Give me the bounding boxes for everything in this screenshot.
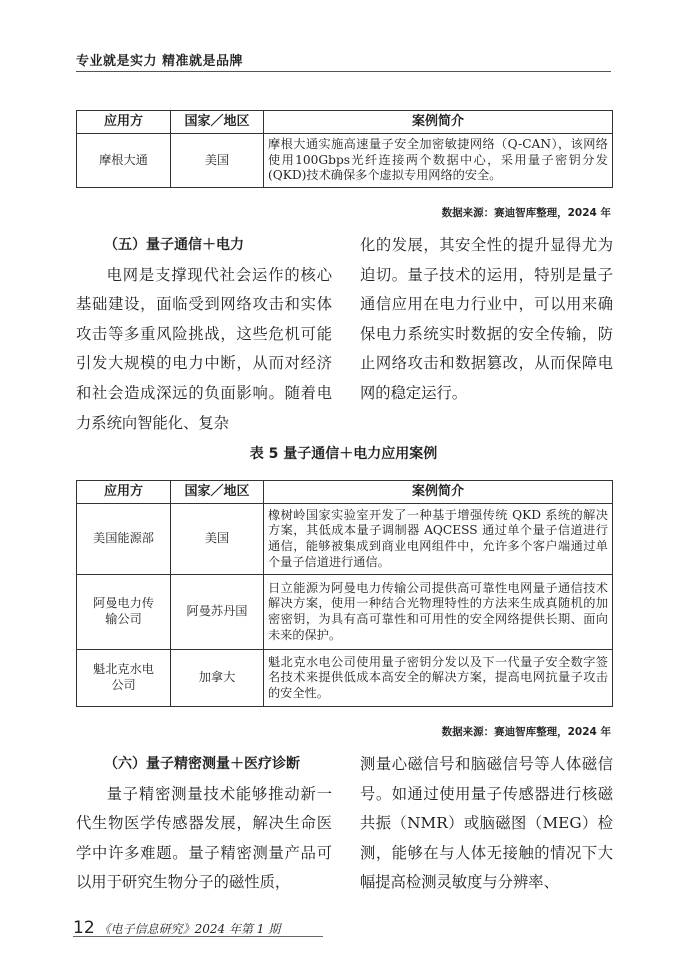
data-source-note: 数据来源：赛迪智库整理，2024 年 bbox=[441, 726, 611, 738]
cell-party: 魁北克水电公司 bbox=[77, 650, 171, 707]
cell-country: 美国 bbox=[171, 134, 264, 188]
journal-name: 《电子信息研究》2024 年第 1 期 bbox=[98, 922, 281, 936]
cell-desc: 橡树岭国家实验室开发了一种基于增强传统 QKD 系统的解决方案，其低成本量子调制器 AQCESS 通过单个量子信道进行通信，能够被集成到商业电网组件中，允许多个客户端通过单个量子信道进行通信。 bbox=[264, 504, 613, 575]
cell-party: 摩根大通 bbox=[77, 134, 171, 188]
header-slogan: 专业就是实力 精准就是品牌 bbox=[76, 54, 244, 69]
cell-country: 阿曼苏丹国 bbox=[171, 575, 264, 650]
header-desc: 案例简介 bbox=[264, 111, 613, 134]
section5-right-column bbox=[360, 231, 613, 409]
cell-desc: 魁北克水电公司使用量子密钥分发以及下一代量子安全数字签名技术来提供低成本高安全的解决方案，提高电网抗量子攻击的安全性。 bbox=[264, 650, 613, 707]
header-country: 国家／地区 bbox=[171, 111, 264, 134]
section6-para-right: 测量心磁信号和脑磁信号等人体磁信号。如通过使用量子传感器进行核磁共振（NMR）或脑磁图（MEG）检测，能够在与人体无接触的情况下大幅提高检测灵敏度与分辨率、 bbox=[360, 755, 613, 892]
header-divider bbox=[76, 71, 611, 72]
cell-party: 阿曼电力传输公司 bbox=[77, 575, 171, 650]
section5-para-right: 化的发展，其安全性的提升显得尤为迫切。量子技术的运用，特别是量子通信应用在电力行业中，可以用来确保电力系统实时数据的安全传输，防止网络攻击和数据篡改，从而保障电网的稳定运行。 bbox=[360, 236, 613, 402]
cell-country: 美国 bbox=[171, 504, 264, 575]
table5-caption: 表 5 量子通信＋电力应用案例 bbox=[249, 446, 438, 462]
table-row bbox=[77, 504, 613, 575]
table-row bbox=[77, 575, 613, 650]
section5-para-left: 电网是支撑现代社会运作的核心基础建设，面临受到网络攻击和实体攻击等多重风险挑战，这些危机可能引发大规模的电力中断，从而对经济和社会造成深远的负面影响。随着电力系统向智能化、复杂 bbox=[76, 265, 332, 432]
table-header-row bbox=[77, 481, 613, 504]
section5-title: （五）量子通信＋电力 bbox=[104, 237, 244, 253]
case-table-top bbox=[76, 110, 613, 188]
section6-left-column bbox=[76, 750, 332, 898]
footer-underline bbox=[73, 936, 323, 937]
cell-party: 美国能源部 bbox=[77, 504, 171, 575]
header-party: 应用方 bbox=[77, 111, 171, 134]
cell-country: 加拿大 bbox=[171, 650, 264, 707]
header-desc: 案例简介 bbox=[264, 481, 613, 504]
table-row bbox=[77, 134, 613, 188]
section5-left-column bbox=[76, 231, 332, 438]
section6-para-left: 量子精密测量技术能够推动新一代生物医学传感器发展，解决生命医学中许多难题。量子精密测量产品可以用于研究生物分子的磁性质， bbox=[76, 784, 332, 892]
section6-right-column bbox=[360, 750, 613, 898]
section6-title: （六）量子精密测量＋医疗诊断 bbox=[104, 756, 300, 772]
page-number: 12 bbox=[73, 918, 95, 938]
cell-desc: 日立能源为阿曼电力传输公司提供高可靠性电网量子通信技术解决方案，使用一种结合光物理特性的方法来生成真随机的加密密钥，为具有高可靠性和可用性的安全网络提供长期、面向未来的保护。 bbox=[264, 575, 613, 650]
table-header-row bbox=[77, 111, 613, 134]
header-party: 应用方 bbox=[77, 481, 171, 504]
case-table-5 bbox=[76, 480, 613, 707]
table-row bbox=[77, 650, 613, 707]
data-source-note: 数据来源：赛迪智库整理，2024 年 bbox=[441, 207, 611, 219]
page-footer bbox=[73, 918, 280, 938]
cell-desc: 摩根大通实施高速量子安全加密敏捷网络（Q-CAN），该网络使用100Gbps光纤连接两个数据中心，采用量子密钥分发(QKD)技术确保多个虚拟专用网络的安全。 bbox=[264, 134, 613, 188]
header-country: 国家／地区 bbox=[171, 481, 264, 504]
